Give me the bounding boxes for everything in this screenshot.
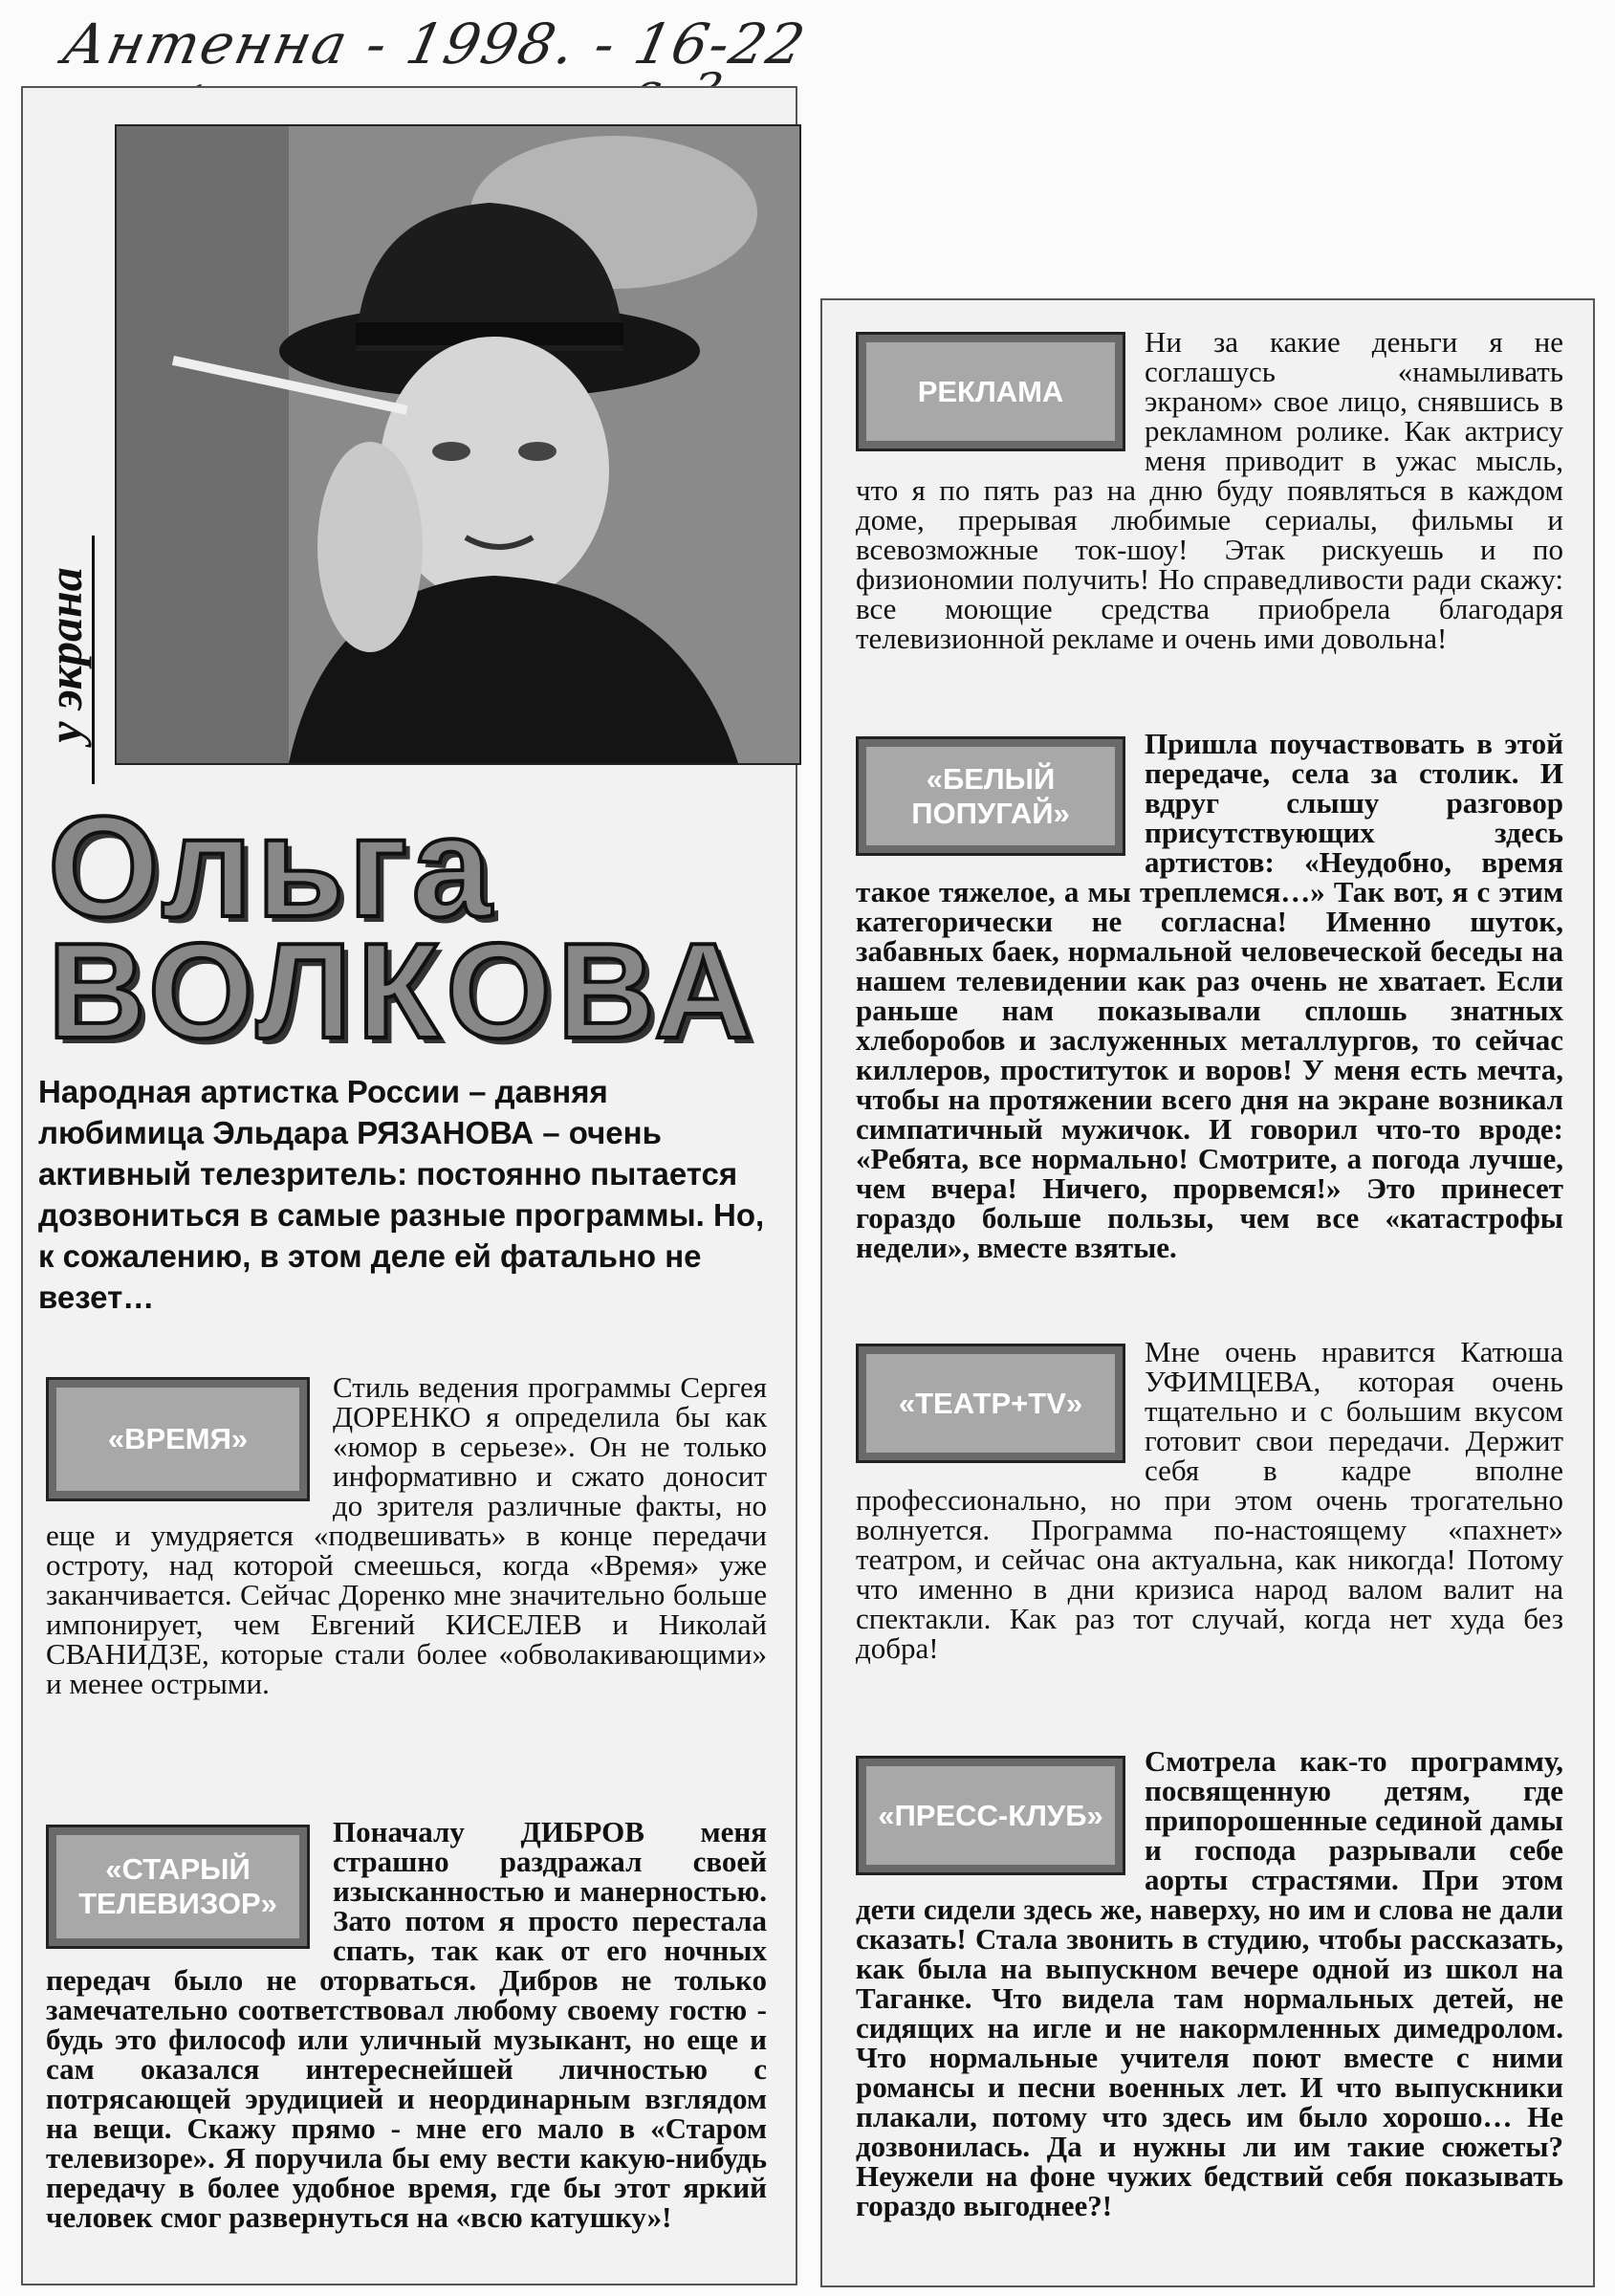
portrait-image [117,126,799,763]
text-wrap-spacer [856,1746,1145,1872]
section-body-stary-televizor: Поначалу ДИБРОВ меня страшно раздражал своей изысканностью и манерностью. Зато потом я просто перестала спать, так как от его ночных передач было не оторваться. Дибров не только замечательно соответствовал любому своему гостю - будь это философ или уличный музыкант, но еще и сам оказался интереснейшей личностью с потрясающей эрудицией и неординарным взглядом на вещи. Скажу прямо - мне его мало в «Старом телевизоре». Я поручила бы ему вести какую-нибудь передачу в более удобное время, где бы этот яркий человек смог развернуться на «всю катушку»! [46,1815,767,2234]
text-wrap-spacer [46,1372,333,1514]
section-text-teatr-tv [856,1337,1563,1663]
section-body-bely-popugay: Пришла поучаствовать в этой передаче, села за столик. И вдруг слышу разговор присутствующих здесь артистов: «Неудобно, время такое тяжелое, а мы треплемся…» Так вот, я с этим категорически не согласна! Именно шуток, забавных баек, нормальной человеческой беседы на нашем телевидении как раз очень не хватает. Если раньше нам показывали сплошь знатных хлеборобов и заслуженных металлургов, то сейчас киллеров, проституток и воров! У меня есть мечта, чтобы на протяжении всего дня на экране возникал симпатичный мужичок. И говорил что-то вроде: «Ребята, все нормально! Смотрите, а погода лучше, чем вчера! Ничего, прорвемся!» Это принесет гораздо больше пользы, чем все «катастрофы недели», вместе взятые. [856,727,1563,1264]
title-last-name: ВОЛКОВА [48,915,758,1067]
section-tag-bely-popugay: «БЕЛЫЙ ПОПУГАЙ» [856,736,1125,856]
section-tag-teatr-tv: «ТЕАТР+TV» [856,1344,1125,1463]
section-text-vremya [46,1372,767,1698]
text-wrap-spacer [856,327,1145,453]
section-body-teatr-tv: Мне очень нравится Катюша УФИМЦЕВА, которая очень тщательно и с большим вкусом готовит свои передачи. Держит себя в кадре вполне профессионально, но при этом очень трогательно волнуется. Программа по-настоящему «пахнет» театром, и сейчас она актуальна, как никогда! Потому что именно в дни кризиса народ валом валит на спектакли. Как раз тот случай, когда нет худа без добра! [856,1335,1563,1665]
section-text-bely-popugay [856,729,1563,1262]
handwritten-note-line1: Антенна - 1998. - 16-22 [57,11,813,77]
lead-paragraph: Народная артистка России – давняя любимица Эльдара РЯЗАНОВА – очень активный телезритель: постоянно пытается дозвониться в самые разные программы. Но, к сожалению, в этом деле ей фатально не везет… [38,1074,765,1315]
section-body-press-klub: Смотрела как-то программу, посвященную детям, где припорошенные сединой дамы и господа разрывали себе аорты страстями. При этом дети сидели здесь же, наверху, но им и слова не дали сказать! Стала звонить в студию, чтобы рассказать, как была на выпускном вечере одной из школ на Таганке. Что видела там нормальных детей, не сидящих на игле и не накормленных димедролом. Что нормальные учителя поют вместе с ними романсы и песни военных лет. И что выпускники плакали, потому что здесь им было хорошо… Не дозвонилась. Да и нужны ли им такие сюжеты? Неужели на фоне чужих бедствий себя показывать гораздо выгоднее?! [856,1744,1563,2222]
section-tag-vremya: «ВРЕМЯ» [46,1377,310,1501]
text-wrap-spacer [46,1817,333,1958]
portrait-photo [115,124,801,765]
rubric-rule [92,536,95,784]
text-wrap-spacer [856,729,1145,855]
section-body-reklama: Ни за какие деньги я не соглашусь «намыливать экраном» свое лицо, снявшись в рекламном ролике. Как актрису меня приводит в ужас мысль, что я по пять раз на дню буду появляться в каждом доме, прерывая любимые сериалы, фильмы и всевозможные ток-шоу! Этак рискуешь и по физиономии получить! Но справедливости ради скажу: все моющие средства приобрела благодаря телевизионной рекламе и очень ими довольна! [856,325,1563,655]
section-tag-press-klub: «ПРЕСС-КЛУБ» [856,1756,1125,1875]
rubric [29,536,96,784]
section-tag-stary-televizor: «СТАРЫЙ ТЕЛЕВИЗОР» [46,1825,310,1949]
section-text-press-klub [856,1746,1563,2220]
section-body-vremya: Стиль ведения программы Сергея ДОРЕНКО я определила бы как «юмор в серьезе». Он не только информативно и сжато доносит до зрителя различные факты, но еще и умудряется «подвешивать» в конце передачи остроту, над которой смеешься, когда «Время» уже заканчивается. Сейчас Доренко мне значительно больше импонирует, чем Евгений КИСЕЛЕВ и Николай СВАНИДЗЕ, которые стали более «обволакивающими» и менее острыми. [46,1370,767,1700]
rubric-label: у экрана [38,567,92,743]
section-text-reklama [856,327,1563,653]
section-text-stary-televizor [46,1817,767,2232]
text-wrap-spacer [856,1337,1145,1463]
title-first-name: Ольга [48,786,496,947]
section-tag-reklama: РЕКЛАМА [856,332,1125,451]
